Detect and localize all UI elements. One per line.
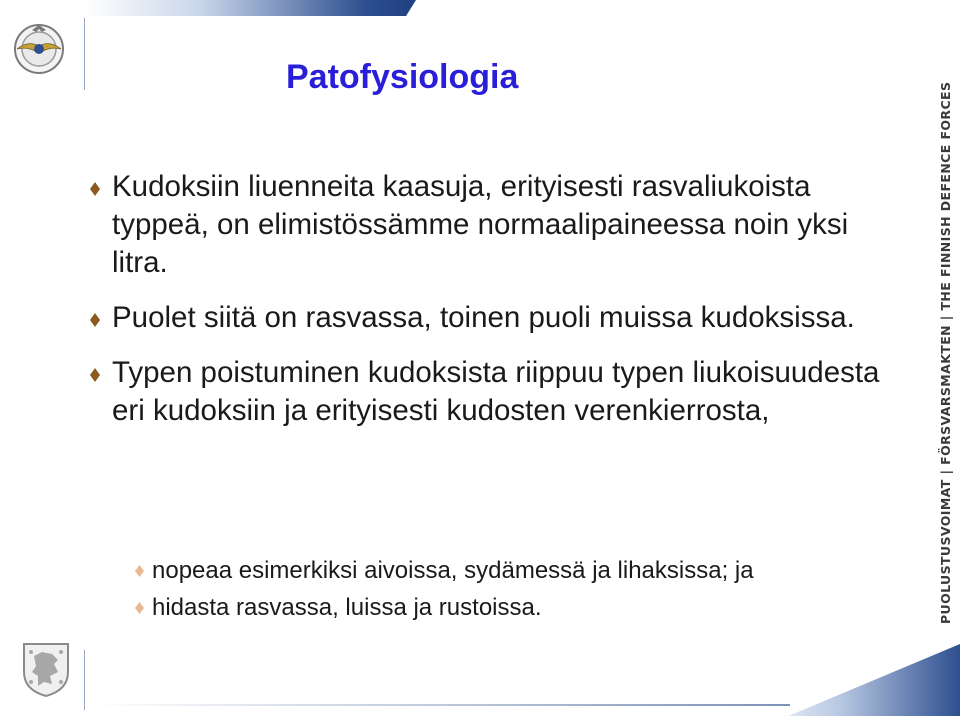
- diamond-bullet-icon: [90, 368, 100, 382]
- sub-bullet-list: [132, 552, 832, 626]
- air-force-emblem-icon: [12, 22, 66, 76]
- sub-bullet-text: hidasta rasvassa, luissa ja rustoissa.: [152, 594, 542, 621]
- slide-title: Patofysiologia: [286, 58, 519, 96]
- bullet-list: [84, 168, 884, 447]
- sub-bullet-item: [132, 589, 832, 626]
- bottom-strip: [90, 704, 790, 706]
- diamond-sub-bullet-icon: [135, 565, 144, 577]
- side-organization-text: PUOLUSTUSVOIMAT | FÖRSVARSMAKTEN | THE FINNISH DEFENCE FORCES: [938, 81, 953, 624]
- diamond-sub-bullet-icon: [135, 602, 144, 614]
- bullet-item: [84, 354, 884, 430]
- bullet-text: Puolet siitä on rasvassa, toinen puoli muissa kudoksissa.: [112, 301, 855, 334]
- diamond-bullet-icon: [90, 182, 100, 196]
- bullet-item: [84, 299, 884, 337]
- top-divider-line: [84, 18, 85, 90]
- sub-bullet-item: [132, 552, 832, 589]
- bottom-divider-line: [84, 650, 85, 710]
- bullet-item: [84, 168, 884, 282]
- finnish-lion-crest-icon: [22, 642, 70, 698]
- top-accent-bar: [84, 0, 416, 16]
- sub-bullet-text: nopeaa esimerkiksi aivoissa, sydämessä ja lihaksissa; ja: [152, 557, 754, 584]
- bullet-text: Kudoksiin liuenneita kaasuja, erityisesti rasvaliukoista typpeä, on elimistössämme normaalipaineessa noin yksi litra.: [112, 170, 849, 279]
- bullet-text: Typen poistuminen kudoksista riippuu typen liukoisuudesta eri kudoksiin ja erityisesti kudosten verenkierrosta,: [112, 356, 880, 427]
- diamond-bullet-icon: [90, 313, 100, 327]
